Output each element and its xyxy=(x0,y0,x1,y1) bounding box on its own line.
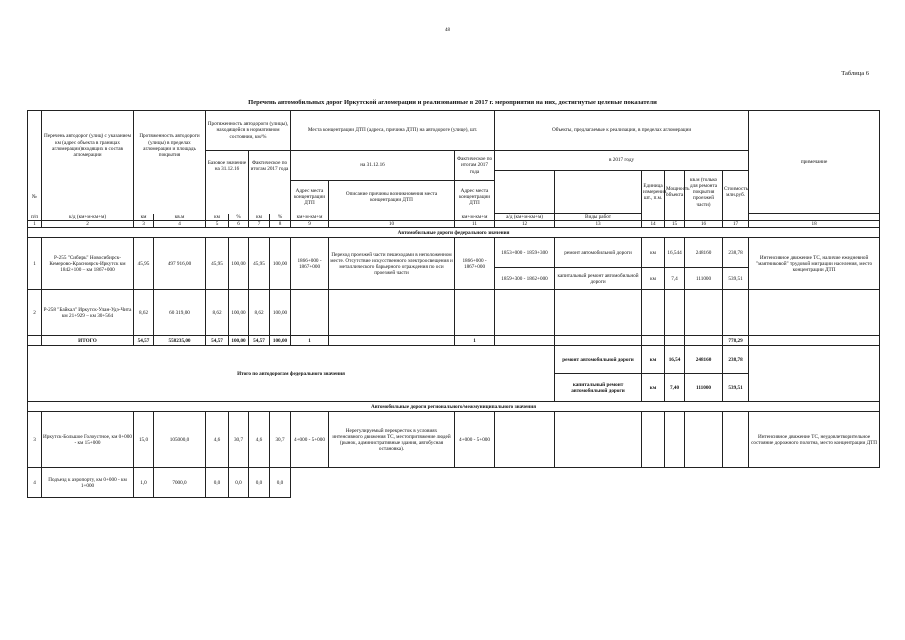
unit-road: к/д (км+м-км+м) xyxy=(42,214,134,221)
col-num: 6 xyxy=(229,221,249,228)
header-base: Базовое значение на 31.12.16 xyxy=(206,151,249,181)
col-num: 10 xyxy=(329,221,455,228)
header-dtp-addr: Адрес места концентрации ДТП xyxy=(291,181,329,214)
unit-base-km: км xyxy=(206,214,229,221)
col-num: 16 xyxy=(685,221,723,228)
roads-table xyxy=(27,110,880,498)
unit-base-pct: % xyxy=(229,214,249,221)
col-num: 1 xyxy=(28,221,42,228)
road-name: Р-255 "Сибирь" Новосибирск-Кемерово-Красноярск-Иркутск км 1842+100 – км 1867+000 xyxy=(42,238,134,290)
road-name: Р-258 "Байкал" Иркутск-Улан-Удэ-Чита км 21+929 – км 30+564 xyxy=(42,290,134,336)
table-label: Таблица 6 xyxy=(841,70,869,77)
header-cost: Стоимость, млн.руб. xyxy=(723,171,749,214)
header-length: Протяженность автодороги (улицы) в пределах агломерации и площадь покрытия xyxy=(134,111,206,181)
table-row: 1 Р-255 "Сибирь" Новосибирск-Кемерово-Красноярск-Иркутск км 1842+100 – км 1867+000 45,95 497 916,00 45,95 100,00 45,95 100,00 1866+000 - 1867+000 Переход проезжей части пешеходами в неположенном месте. Отсутствие искусственного электроосвещения и металлического барьерного ограждения по оси проезжей части 1866+000 - 1867+000 1853+000 - 1859+300 ремонт автомобильной дороги км 16,544 248160 238,78 Интенсивное движение ТС, наличие ежедневной "маятниковой" трудовой миграции населения, место концентрации ДТП xyxy=(28,238,880,268)
section-federal: Автомобильные дороги федерального значения xyxy=(28,228,880,238)
header-no-top xyxy=(28,111,42,151)
col-num: 5 xyxy=(206,221,229,228)
road-name: Иркутск-Большое Голоустное, км 0+000 - км 15+000 xyxy=(42,412,134,468)
header-2017: в 2017 году xyxy=(495,151,749,171)
road-name: Подъезд к аэропорту, км 0+000 - км 1+000 xyxy=(42,468,134,498)
total-row: ИТОГО 54,57 558235,00 54,57 100,00 54,57 100,00 1 1 778,29 xyxy=(28,336,880,346)
unit-dtp-addr: км+м-км+м xyxy=(291,214,329,221)
unit-fact-km: км xyxy=(249,214,270,221)
unit-no: п/п xyxy=(28,214,42,221)
summary-label: Итого по автодорогам федерального значения xyxy=(28,346,555,402)
header-sqm: кв.м (только для ремонта покрытия проезжей части) xyxy=(685,171,723,214)
unit-work: Виды работ xyxy=(555,214,642,221)
col-num: 4 xyxy=(154,221,206,228)
header-dtp-fact: Фактическое по итогам 2017 года xyxy=(455,151,495,181)
col-num: 9 xyxy=(291,221,329,228)
table-row: 2 Р-258 "Байкал" Иркутск-Улан-Удэ-Чита км 21+929 – км 30+564 8,62 60 319,00 8,62 100,00 8,62 100,00 xyxy=(28,290,880,336)
dtp-description: Нерегулируемый перекресток в условиях интенсивного движения ТС, местопритяжение людей (рынок, административные здания, автобусная остановка). xyxy=(329,412,455,468)
column-numbers-row xyxy=(28,221,880,228)
header-dtp: Места концентрации ДТП (адреса, причина ДТП) на автодороге (улице), шт. xyxy=(291,111,495,151)
header-norm: Протяженность автодороги (улицы), находящейся в нормативном состоянии, км/% xyxy=(206,111,291,151)
col-num: 11 xyxy=(455,221,495,228)
header-dtp-base: на 31.12.16 xyxy=(291,151,455,181)
unit-fact-pct: % xyxy=(270,214,291,221)
header-dtp-desc: Описание причины возникновения места концентрации ДТП xyxy=(329,181,455,214)
header-fact: Фактическое по итогам 2017 года xyxy=(249,151,291,181)
col-num: 12 xyxy=(495,221,555,228)
col-num: 17 xyxy=(723,221,749,228)
dtp-description: Переход проезжей части пешеходами в неположенном месте. Отсутствие искусственного электроосвещения и металлического барьерного ограждения по оси проезжей части xyxy=(329,238,455,290)
col-num: 13 xyxy=(555,221,642,228)
header-fact-addr: Адрес места концентрации ДТП xyxy=(455,181,495,214)
page-number: 48 xyxy=(445,28,450,33)
table-row: 3 Иркутск-Большое Голоустное, км 0+000 - км 15+000 15,0 105000,0 4,6 30,7 4,6 30,7 4+000 - 5+000 Нерегулируемый перекресток в условиях интенсивного движения ТС, местопритяжение людей (рынок, административные здания, автобусная остановка). 4+000 - 5+000 Интенсивное движение ТС, неудовлетворительное состояние дорожного полотна, место концентрации ДТП xyxy=(28,412,880,468)
col-num: 8 xyxy=(270,221,291,228)
col-num: 2 xyxy=(42,221,134,228)
header-power: Мощность объекта xyxy=(665,171,685,214)
document-title: Перечень автомобильных дорог Иркутской агломерации и реализованные в 2017 г. мероприятия на них, достигнутые целевые показатели xyxy=(248,99,657,106)
col-num: 15 xyxy=(665,221,685,228)
header-unit: Единица измерения, шт., п.м. xyxy=(642,171,665,214)
col-num: 14 xyxy=(642,221,665,228)
note: Интенсивное движение ТС, неудовлетворительное состояние дорожного полотна, место концентрации ДТП xyxy=(749,412,880,468)
total-label: ИТОГО xyxy=(42,336,134,346)
col-num: 3 xyxy=(134,221,154,228)
col-num: 7 xyxy=(249,221,270,228)
summary-row: капитальный ремонт автомобильной дороги км 7,40 111000 539,51 xyxy=(28,374,880,402)
table-row: 4 Подъезд к аэропорту, км 0+000 - км 1+000 1,0 7000,0 0,0 0,0 0,0 0,0 xyxy=(28,468,880,498)
unit-km: км xyxy=(134,214,154,221)
unit-fact-addr: км+м-км+м xyxy=(455,214,495,221)
header-note: примечание xyxy=(749,111,880,214)
header-no: № xyxy=(28,181,42,214)
header-roads: Перечень автодорог (улиц) с указанием км (адрес объекта в границах агломерации)входящих в состав агломерации xyxy=(42,111,134,181)
header-objects: Объекты, предлагаемые к реализации, в пределах агломерации xyxy=(495,111,749,151)
section-regional: Автомобильные дороги регионального/межмуниципального значения xyxy=(28,402,880,412)
col-num: 18 xyxy=(749,221,880,228)
table-row: 1859+300 - 1862+000 капитальный ремонт автомобильной дороги км 7,4 111000 539,51 xyxy=(28,268,880,290)
unit-obj-addr: а/д (км+м-км+м) xyxy=(495,214,555,221)
summary-row: Итого по автодорогам федерального значения ремонт автомобильной дороги км 16,54 248160 238,78 xyxy=(28,346,880,374)
note: Интенсивное движение ТС, наличие ежедневной "маятниковой" трудовой миграции населения, место концентрации ДТП xyxy=(749,238,880,290)
unit-sqm: кв.м xyxy=(154,214,206,221)
